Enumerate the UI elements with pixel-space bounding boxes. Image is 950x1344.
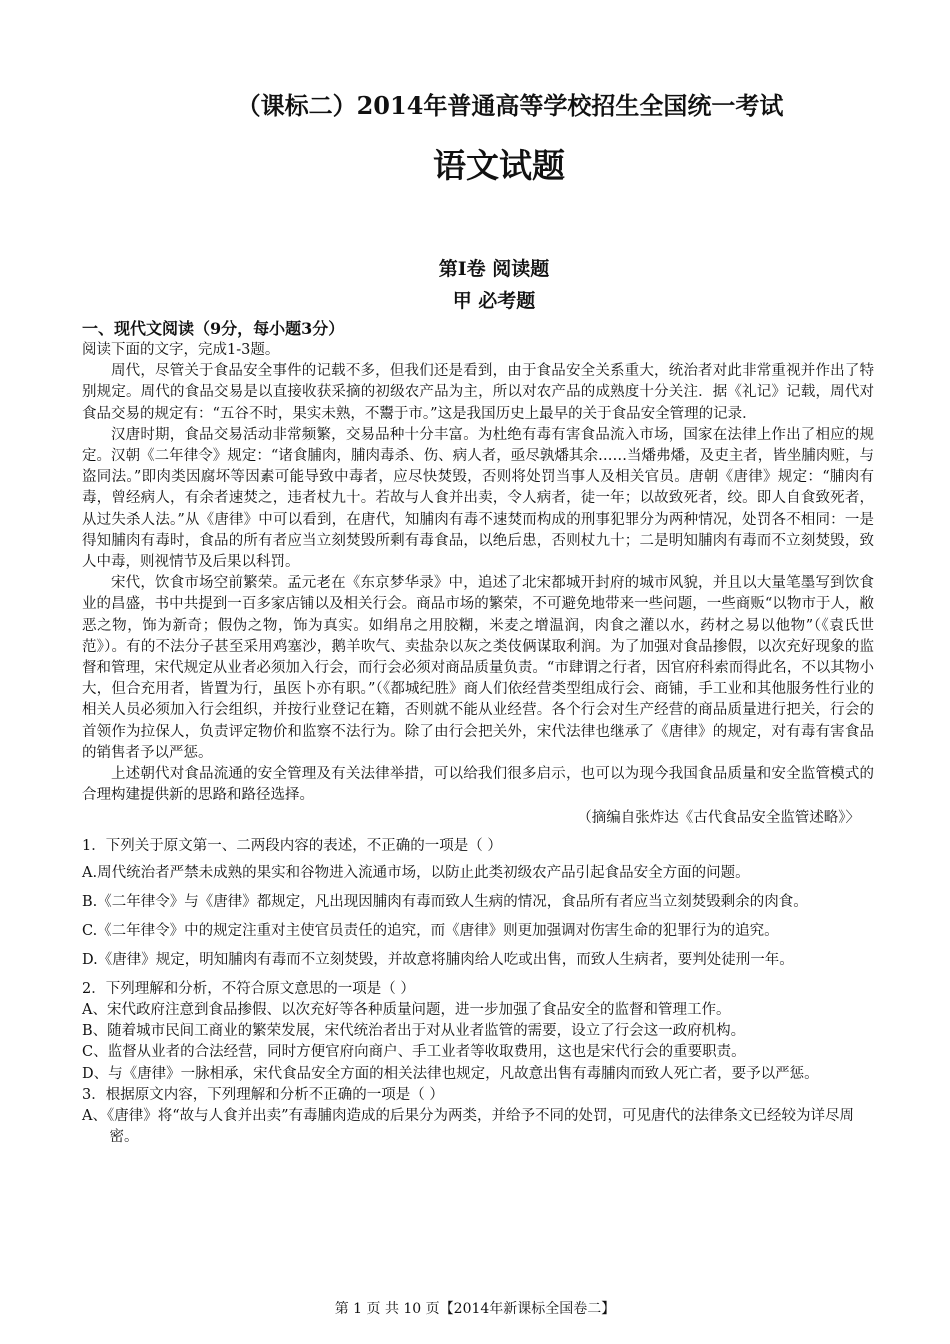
volume-heading: 第Ⅰ卷 阅读题: [438, 258, 550, 280]
subject-title: 语文试题: [433, 146, 565, 185]
option-c: C.《二年律令》中的规定注重对主使官员责任的追究，而《唐律》则更加强调对伤害生命的犯罪行为的追究。: [82, 922, 779, 939]
question-stem: 2．下列理解和分析，不符合原文意思的一项是（ ）: [82, 980, 415, 997]
option-b: B.《二年律令》与《唐律》都规定，凡出现因脯肉有毒而致人生病的情况，食品所有者应当立刻焚毁剩余的肉食。: [82, 893, 808, 910]
instruction: 阅读下面的文字，完成1-3题。: [82, 342, 280, 358]
option-d: D.《唐律》规定，明知脯肉有毒而不立刻焚毁，并故意将脯肉给人吃或出售，而致人生病者，要判处徒刑一年。: [82, 951, 794, 968]
page-footer: 第 1 页 共 10 页【2014年新课标全国卷二】: [334, 1301, 616, 1317]
question-2: [82, 979, 874, 1085]
option-a: A、《唐律》将“故与人食并出卖”有毒脯肉造成的后果分为两类，并给予不同的处罚，可见唐代的法律条文已经较为详尽周密。: [82, 1108, 855, 1146]
content-body: [82, 318, 874, 1149]
passage-source: （摘编自张炸达《古代食品安全监管述略》〉: [577, 810, 860, 827]
passage-paragraph: 周代，尽管关于食品安全事件的记载不多，但我们还是看到，由于食品安全关系重大，统治者对此非常重视并作出了特别规定。周代的食品交易是以直接收获采摘的初级农产品为主，所以对农产品的成熟度十分关注．据《礼记》记载，周代对食品交易的规定有：“五谷不时，果实未熟，不鬻于市。”这是我国历史上最早的关于食品安全管理的记录．: [82, 363, 874, 422]
option-b: B、随着城市民间工商业的繁荣发展，宋代统治者出于对从业者监管的需要，设立了行会这一政府机构。: [82, 1023, 746, 1040]
question-stem: 3．根据原文内容，下列理解和分析不正确的一项是（ ）: [82, 1086, 444, 1103]
option-a: A.周代统治者严禁未成熟的果实和谷物进入流通市场，以防止此类初级农产品引起食品安全方面的问题。: [82, 864, 750, 881]
passage-paragraph: 宋代，饮食市场空前繁荣。孟元老在《东京梦华录》中，追述了北宋都城开封府的城市风貌，并且以大量笔墨写到饮食业的昌盛，书中共提到一百多家店铺以及相关行会。商品市场的繁荣，不可避免地带来一些问题，一些商贩“以物市于人，敝恶之物，饰为新奇；假伪之物，饰为真实。如绢帛之用胶糊，米麦之增温润，肉食之灌以水，药材之易以他物”（《袁氏世范》）。有的不法分子甚至采用鸡塞沙，鹅羊吹气、卖盐杂以灰之类伎俩谋取利润。为了加强对食品掺假，以次充好现象的监督和管理，宋代规定从业者必须加入行会，而行会必须对商品质量负责。“市肆谓之行者，因官府科索而得此名，不以其物小大，但合充用者，皆置为行，虽医卜亦有职。”（《都城纪胜》商人们依经营类型组成行会、商铺，手工业和其他服务性行业的相关人员必须加入行会组织，并按行业登记在籍，否则就不能从业经营。各个行会对生产经营的商品质量进行把关，行会的首领作为拉保人，负责评定物价和监察不法行为。除了由行会把关外，宋代法律也继承了《唐律》的规定，对有毒有害食品的销售者予以严惩。: [82, 575, 874, 761]
exam-title: （课标二）2014年普通高等学校招生全国统一考试: [236, 91, 784, 120]
option-d: D、与《唐律》一脉相承，宋代食品安全方面的相关法律也规定，凡故意出售有毒脯肉而致人死亡者，要予以严惩。: [82, 1065, 819, 1082]
question-stem: 1．下列关于原文第一、二两段内容的表述，不正确的一项是（ ）: [82, 837, 502, 854]
option-c: C、监督从业者的合法经营，同时方便官府向商户、手工业者等收取费用，这也是宋代行会的重要职责。: [82, 1044, 746, 1061]
passage-paragraph: 汉唐时期，食品交易活动非常频繁，交易品种十分丰富。为杜绝有毒有害食品流入市场，国家在法律上作出了相应的规定。汉朝《二年律令》规定：“诸食脯肉，脯肉毒杀、伤、病人者，亟尽孰燔其余……当燔弗燔，及吏主者，皆坐脯肉赃，与盗同法。”即肉类因腐坏等因素可能导致中毒者，应尽快焚毁，否则将处罚当事人及相关官员。唐朝《唐律》规定：“脯肉有毒，曾经病人，有余者速焚之，违者杖九十。若故与人食并出卖，令人病者，徒一年；以故致死者，绞。即人自食致死者，从过失杀人法。”从《唐律》中可以看到，在唐代，知脯肉有毒不速焚而构成的刑事犯罪分为两种情况，处罚各不相同：一是得知脯肉有毒时，食品的所有者应当立刻焚毁所剩有毒食品，以绝后患，否则杖九十；二是明知脯肉有毒而不立刻焚毁，致人中毒，则视情节及后果以科罚。: [82, 426, 874, 571]
part-heading: 甲 必考题: [452, 290, 536, 312]
passage-paragraph: 上述朝代对食品流通的安全管理及有关法律举措，可以给我们很多启示，也可以为现今我国食品质量和安全监管模式的合理构建提供新的思路和路径选择。: [82, 766, 874, 804]
question-1: [82, 836, 874, 973]
option-a: A、宋代政府注意到食品掺假、以次充好等各种质量问题，进一步加强了食品安全的监督和管理工作。: [82, 1002, 731, 1019]
section-heading: 一、现代文阅读（9分，每小题3分）: [82, 319, 345, 338]
question-3: [82, 1085, 874, 1149]
